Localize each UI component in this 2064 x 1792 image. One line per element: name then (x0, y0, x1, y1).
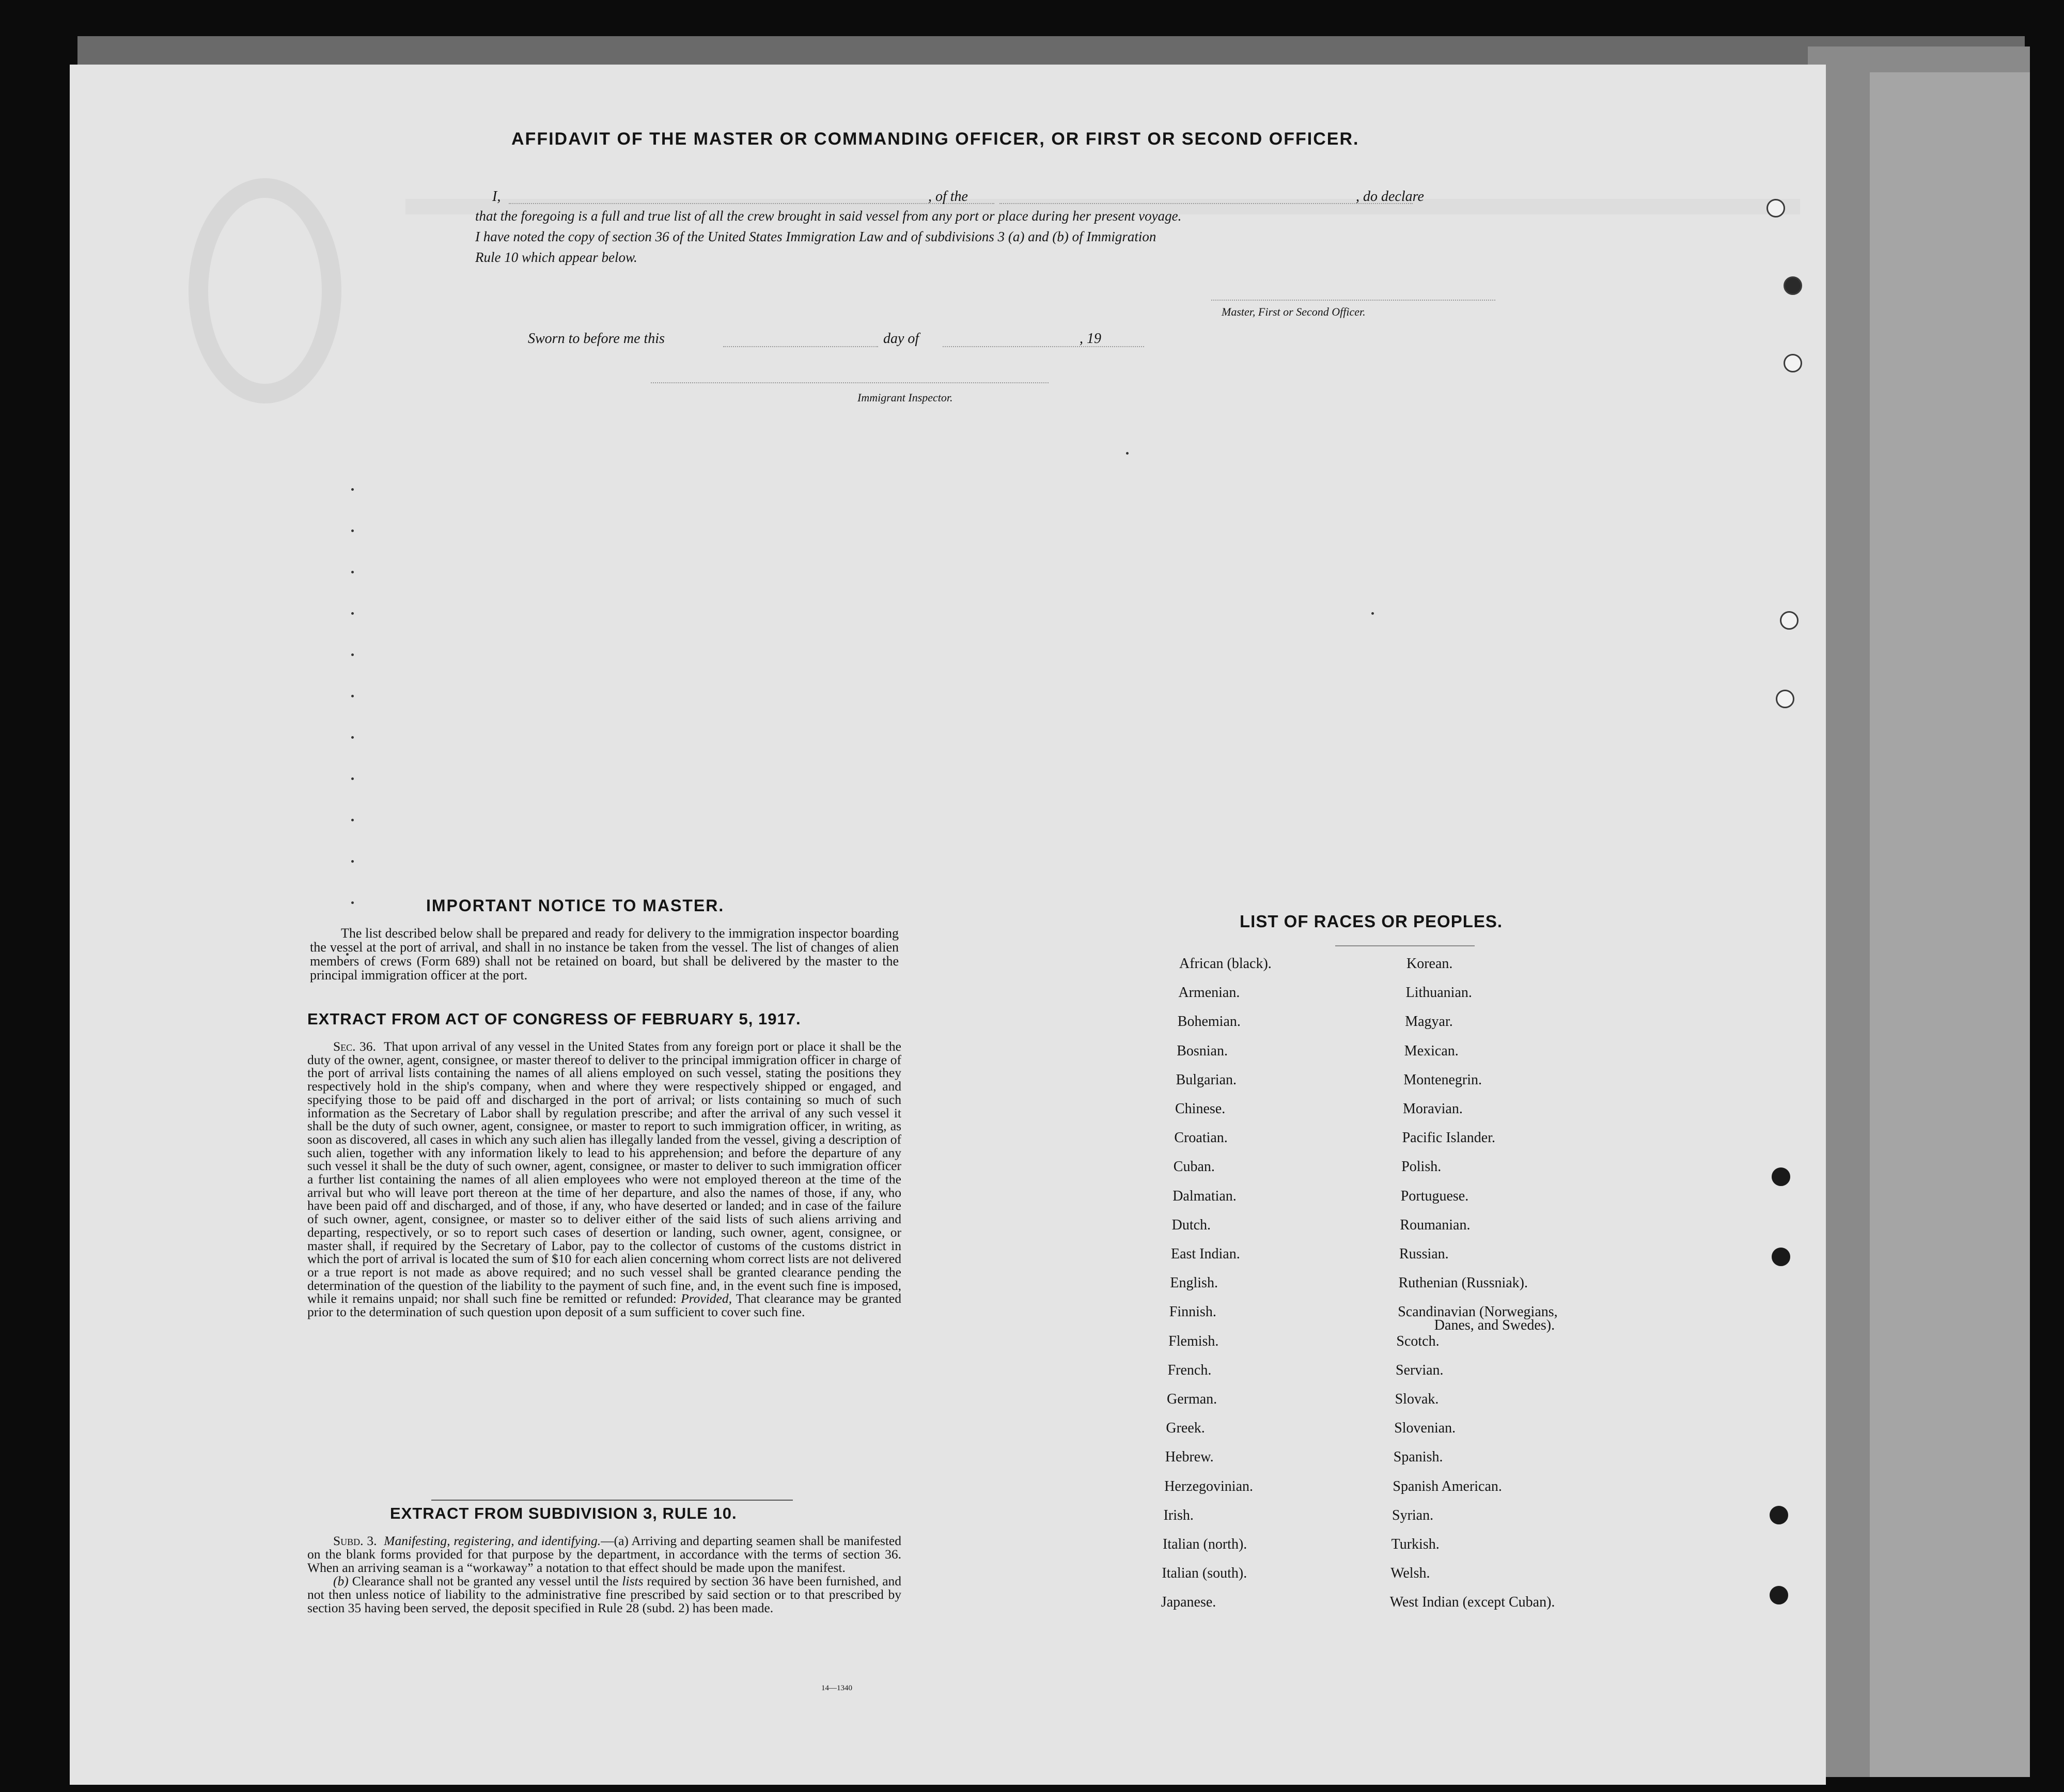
race-entry: Ruthenian (Russniak). (1398, 1275, 1528, 1291)
inspector-signature-line (651, 382, 1049, 383)
race-entry: Pacific Islander. (1402, 1130, 1495, 1146)
binder-hole (1772, 1248, 1790, 1266)
speck (351, 571, 354, 573)
race-entry: East Indian. (1171, 1246, 1240, 1262)
subd-b-label: (b) (333, 1573, 349, 1588)
races-title-underline (1335, 945, 1475, 946)
race-entry: Spanish American. (1393, 1478, 1502, 1494)
race-entry: Scandinavian (Norwegians, (1398, 1304, 1558, 1320)
affidavit-body-line-1: that the foregoing is a full and true list of all the crew brought in said vessel from any port or place during her present voyage. (475, 208, 1182, 224)
speck (1371, 612, 1374, 615)
race-entry: Slovenian. (1394, 1420, 1456, 1437)
inspector-caption: Immigrant Inspector. (857, 391, 953, 404)
races-title: LIST OF RACES OR PEOPLES. (1240, 912, 1503, 931)
race-entry: Lithuanian. (1405, 985, 1472, 1001)
subd-label: Subd. 3. (333, 1533, 377, 1548)
sec-label: Sec. 36. (333, 1039, 376, 1054)
race-entry: Dalmatian. (1172, 1188, 1237, 1204)
race-entry: Greek. (1166, 1420, 1205, 1437)
binder-hole (1784, 276, 1802, 295)
race-entry: Moravian. (1403, 1101, 1463, 1117)
race-entry: German. (1167, 1391, 1217, 1407)
day-of-text: day of (883, 331, 919, 347)
speck (351, 529, 354, 532)
rule-extract-title: EXTRACT FROM SUBDIVISION 3, RULE 10. (390, 1504, 737, 1522)
race-entry: Bohemian. (1177, 1014, 1241, 1030)
speck (351, 777, 354, 780)
race-entry: French. (1167, 1362, 1212, 1378)
sec-36-text: That upon arrival of any vessel in the United States from any foreign port or place it shall be the duty of the owner, agent, consignee, or master thereof to deliver to the principal immigration officer in charge of the port of arrival lists containing the names of all aliens employed on such vessel, stating the positions they respectively hold in the ship's company, when and where they were respectively shipped or engaged, and specifying those to be paid off and discharged in the port of arrival; or lists containing so much of such information as the Secretary of Labor shall by regulation prescribe; and after the arrival of any such vessel it shall be the duty of such owner, agent, consignee, or master to report to such immigration officer, in writing, as soon as discovered, all cases in which any such alien has illegally landed from the vessel, giving a description of such alien, together with any information likely to lead to his apprehension; and before the departure of any such vessel it shall be the duty of such owner, agent, consignee, or master to deliver to such immigration officer a further list containing the names of all alien employees who were not employed thereon at the time of the arrival but who will leave port thereon at the time of her departure, and also the names of those, if any, who have been paid off and discharged, and of those, if any, who have deserted or landed; and in case of the failure of such owner, agent, consignee, or master so to deliver either of the said lists of such aliens arriving and departing, respectively, or so to report such cases of desertion or landing, such owner, agent, consignee, or master shall, if required by the Secretary of Labor, pay to the collector of customs of the customs district in which the port of arrival is located the sum of $10 for each alien concerning whom correct lists are not delivered or a true report is not made as above required; and no such vessel shall be granted clearance pending the determination of the question of the liability to the payment of such fine, and, in the event such fine is imposed, while it remains unpaid; nor shall such fine be remitted or refunded: (307, 1039, 901, 1306)
race-entry: Bosnian. (1177, 1042, 1228, 1059)
speck (1126, 452, 1129, 455)
speck (351, 612, 354, 615)
speck (351, 653, 354, 656)
race-entry: Roumanian. (1400, 1217, 1471, 1233)
notice-title: IMPORTANT NOTICE TO MASTER. (426, 896, 725, 915)
speck (351, 819, 354, 821)
provided-word: Provided, (681, 1291, 732, 1306)
race-entry: Servian. (1396, 1362, 1444, 1378)
subd-b-text: Clearance shall not be granted any vessel until the (352, 1573, 619, 1588)
master-caption: Master, First or Second Officer. (1222, 305, 1366, 318)
binder-hole (1784, 354, 1802, 372)
speck (351, 860, 354, 863)
speck (351, 488, 354, 491)
affidavit-do-declare: , do declare (1356, 189, 1424, 205)
race-entry: Japanese. (1161, 1594, 1216, 1611)
subd-b-text-end: required by section 36 have been furnished, and not then unless notice of liability to the administrative fine prescribed by said section or to that prescribed by section 35 having been served, the deposit specified in Rule 28 (subd. 2) has been made. (307, 1573, 902, 1615)
race-entry: Welsh. (1390, 1565, 1430, 1582)
back-sheet (1870, 72, 2030, 1777)
race-entry: Bulgarian. (1176, 1071, 1237, 1088)
form-number: 14—1340 (821, 1684, 852, 1692)
act-extract-text (307, 1040, 901, 1319)
race-entry: Korean. (1406, 956, 1453, 972)
race-entry: Croatian. (1174, 1130, 1228, 1146)
race-entry: Mexican. (1404, 1042, 1459, 1059)
speck (351, 736, 354, 739)
sworn-text: Sworn to before me this (528, 331, 665, 347)
month-blank (943, 346, 1144, 347)
race-entry: Portuguese. (1400, 1188, 1469, 1204)
race-entry: Armenian. (1178, 985, 1240, 1001)
section-divider (431, 1500, 793, 1501)
race-entry: Syrian. (1392, 1507, 1434, 1523)
subd-a-text: —(a) Arriving and departing seamen shall be manifested on the blank forms provided for that purpose by the department, in accordance with the terms of section 36. When an arriving seaman is a “workaway” a notation to that effect should be made upon the manifest. (307, 1533, 901, 1575)
race-entry: Danes, and Swedes). (1434, 1317, 1555, 1334)
race-entry: Italian (north). (1163, 1536, 1247, 1552)
race-entry: African (black). (1179, 956, 1272, 972)
sec-36-text-end: That clearance may be granted prior to the determination of such question upon deposit of a sum sufficient to cover such fine. (307, 1291, 901, 1320)
race-entry: Spanish. (1393, 1449, 1443, 1466)
speck (351, 901, 354, 904)
race-entry: Montenegrin. (1403, 1071, 1482, 1088)
race-entry: Hebrew. (1165, 1449, 1214, 1466)
race-entry: Irish. (1163, 1507, 1194, 1523)
race-entry: Turkish. (1391, 1536, 1440, 1552)
binder-hole (1766, 199, 1785, 217)
race-entry: Russian. (1399, 1246, 1449, 1262)
race-entry: West Indian (except Cuban). (1389, 1594, 1555, 1611)
race-entry: Finnish. (1169, 1304, 1216, 1320)
lists-word: lists (622, 1573, 644, 1588)
day-blank (723, 346, 878, 347)
binder-hole (1770, 1586, 1788, 1604)
subd-title: Manifesting, registering, and identifying. (384, 1533, 601, 1548)
race-entry: Polish. (1401, 1159, 1442, 1175)
name-blank (509, 203, 994, 204)
rule-extract-text (307, 1534, 901, 1615)
affidavit-i: I, (492, 189, 501, 205)
binder-hole (1780, 611, 1799, 630)
document-page (70, 65, 1826, 1785)
master-signature-line (1211, 300, 1495, 301)
race-entry: Herzegovinian. (1164, 1478, 1254, 1494)
race-entry: Dutch. (1171, 1217, 1211, 1233)
bleed-through-mark (189, 178, 341, 403)
year-text: , 19 (1080, 331, 1101, 347)
affidavit-title: AFFIDAVIT OF THE MASTER OR COMMANDING OFFICER, OR FIRST OR SECOND OFFICER. (511, 129, 1359, 149)
race-entry: Italian (south). (1162, 1565, 1247, 1582)
affidavit-body-line-2: I have noted the copy of section 36 of the United States Immigration Law and of subdivisions 3 (a) and (b) of Immigration (475, 229, 1156, 244)
affidavit-body-line-3: Rule 10 which appear below. (475, 250, 637, 265)
notice-text: The list described below shall be prepared and ready for delivery to the immigration inspector boarding the vessel at the port of arrival, and shall in no instance be taken from the vessel. The list of changes of alien members of crews (Form 689) shall not be retained on board, but shall be delivered by the master to the principal immigration officer at the port. (310, 926, 899, 983)
vessel-blank (999, 203, 1413, 204)
race-entry: Magyar. (1405, 1014, 1453, 1030)
affidavit-of-the: , of the (928, 189, 968, 205)
race-entry: English. (1170, 1275, 1218, 1291)
binder-hole (1776, 690, 1794, 708)
race-entry: Scotch. (1396, 1333, 1440, 1349)
binder-hole (1772, 1167, 1790, 1186)
race-entry: Chinese. (1175, 1101, 1226, 1117)
race-entry: Flemish. (1168, 1333, 1219, 1349)
binder-hole (1770, 1506, 1788, 1524)
race-entry: Slovak. (1395, 1391, 1439, 1407)
act-extract-title: EXTRACT FROM ACT OF CONGRESS OF FEBRUARY 5, 1917. (307, 1010, 801, 1028)
race-entry: Cuban. (1173, 1159, 1215, 1175)
speck (351, 695, 354, 697)
